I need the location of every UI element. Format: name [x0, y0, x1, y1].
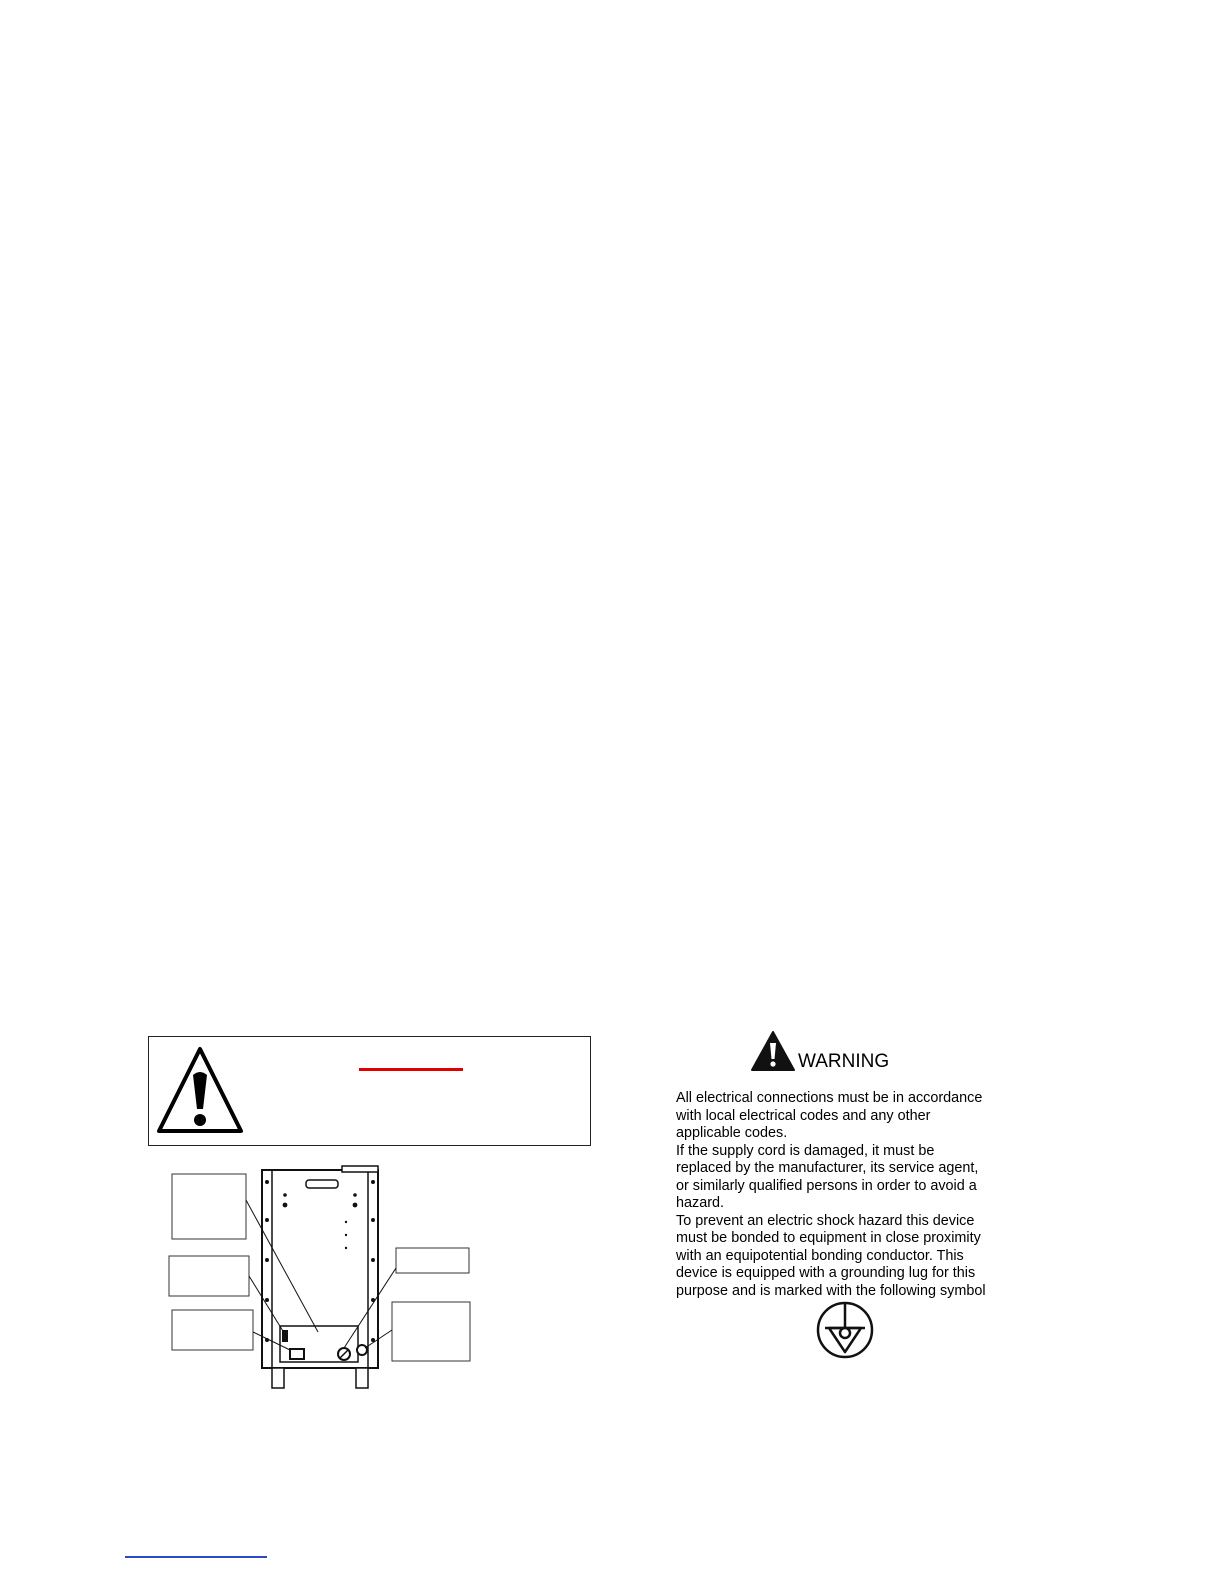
right-leg — [356, 1368, 368, 1388]
handle — [306, 1180, 338, 1188]
warning-triangle-icon — [155, 1045, 245, 1137]
appliance-rear-view-diagram — [160, 1160, 490, 1398]
warning-line: device is equipped with a grounding lug for this — [676, 1265, 976, 1281]
warning-line: or similarly qualified persons in order to avoid a — [676, 1177, 977, 1194]
warning-line: hazard. — [676, 1195, 724, 1211]
warning-text — [676, 1090, 1021, 1300]
callout-box-bottom-left — [172, 1310, 253, 1350]
callout-box-mid-left — [169, 1256, 249, 1296]
equipotential-bonding-icon — [815, 1300, 875, 1360]
callout-box-top-left — [172, 1174, 246, 1239]
warning-line: applicable codes. — [676, 1125, 788, 1141]
warning-line: with local electrical codes and any other — [676, 1107, 931, 1124]
callout-box-bottom-right — [392, 1302, 470, 1361]
warning-line: If the supply cord is damaged, it must be — [676, 1142, 935, 1159]
warning-line: To prevent an electric shock hazard this device — [676, 1212, 975, 1229]
left-leg — [272, 1368, 284, 1388]
footer-link[interactable] — [125, 1556, 267, 1558]
warning-line: All electrical connections must be in accordance — [676, 1090, 983, 1106]
callout-box-mid-right — [396, 1248, 469, 1273]
caution-panel — [148, 1036, 591, 1146]
warning-line: with an equipotential bonding conductor. This — [676, 1247, 964, 1264]
red-underline-rule — [359, 1068, 463, 1071]
warning-line: purpose and is marked with the following symbol — [676, 1282, 986, 1299]
warning-title: WARNING — [798, 1051, 890, 1072]
warning-line: replaced by the manufacturer, its service agent, — [676, 1160, 979, 1176]
warning-line: must be bonded to equipment in close proximity — [676, 1230, 981, 1246]
warning-triangle-icon — [750, 1030, 796, 1072]
